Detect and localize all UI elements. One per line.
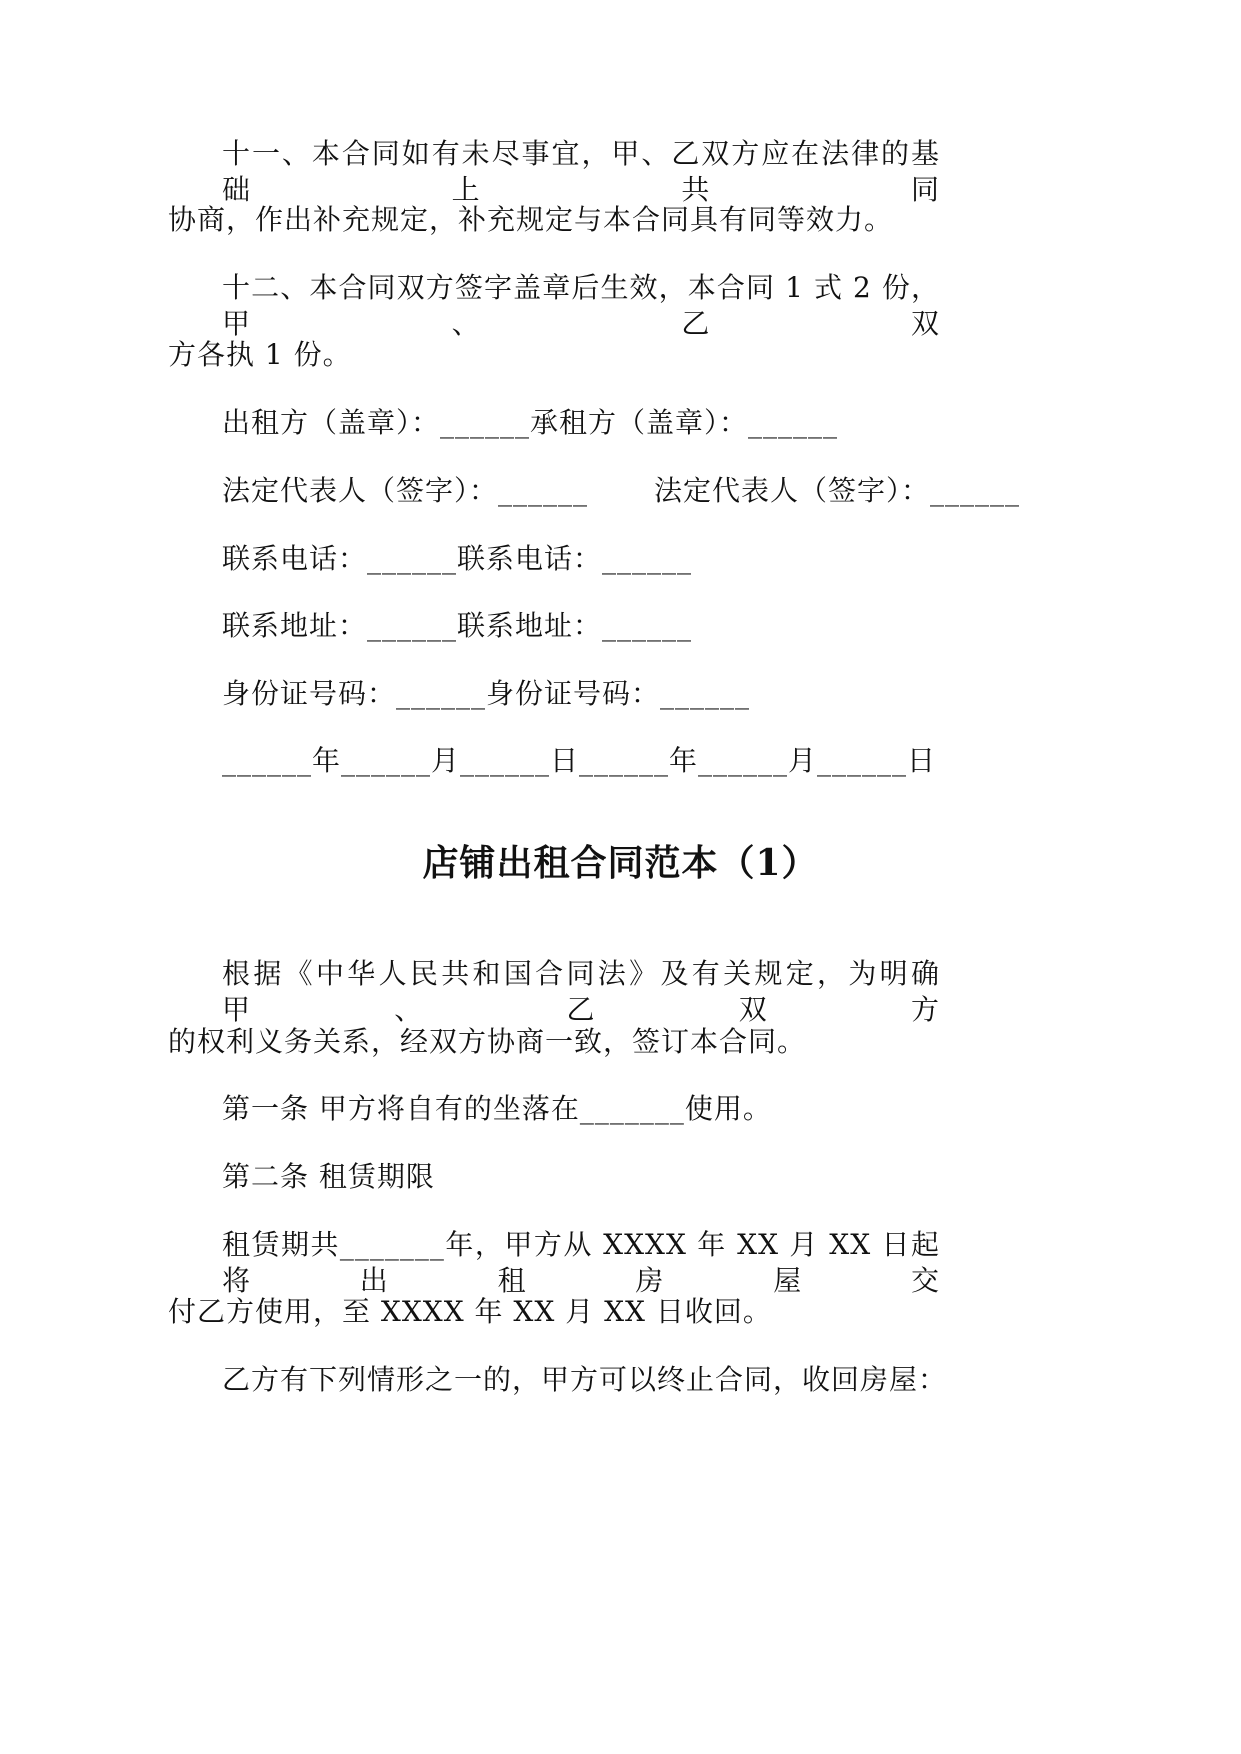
lease-term-line-2: 付乙方使用，至 XXXX 年 XX 月 XX 日收回。 [168, 1295, 772, 1328]
lease-term-line-1: 租赁期共_______年，甲方从 XXXX 年 XX 月 XX 日起将出租房屋交 [222, 1228, 940, 1297]
phone-line: 联系电话：______联系电话：______ [222, 542, 693, 575]
id-number-line: 身份证号码：______身份证号码：______ [222, 677, 751, 710]
address-line: 联系地址：______联系地址：______ [222, 609, 693, 642]
date-line: ______年______月______日______年______月______日 [222, 744, 937, 777]
article-2-heading: 第二条 租赁期限 [222, 1160, 435, 1193]
seal-line: 出租方（盖章）：______承租方（盖章）：______ [222, 406, 839, 439]
article-1: 第一条 甲方将自有的坐落在_______使用。 [222, 1092, 772, 1125]
termination-conditions: 乙方有下列情形之一的，甲方可以终止合同，收回房屋： [222, 1363, 948, 1396]
intro-line-2: 的权利义务关系，经双方协商一致，签订本合同。 [168, 1025, 807, 1058]
clause-12-line-2: 方各执 1 份。 [168, 338, 352, 371]
legal-representative-line [222, 473, 1020, 509]
clause-11-line-1: 十一、本合同如有未尽事宜，甲、乙双方应在法律的基础上共同 [222, 137, 940, 206]
contract-title: 店铺出租合同范本（1） [422, 842, 819, 884]
clause-11-line-2: 协商，作出补充规定，补充规定与本合同具有同等效力。 [168, 203, 894, 236]
intro-line-1: 根据《中华人民共和国合同法》及有关规定，为明确甲、乙双方 [222, 957, 940, 1026]
clause-12-line-1: 十二、本合同双方签字盖章后生效，本合同 1 式 2 份，甲、乙双 [222, 271, 940, 340]
lessee-representative: 法定代表人（签字）：______ [654, 474, 1021, 507]
lessor-representative: 法定代表人（签字）：______ [222, 474, 589, 507]
